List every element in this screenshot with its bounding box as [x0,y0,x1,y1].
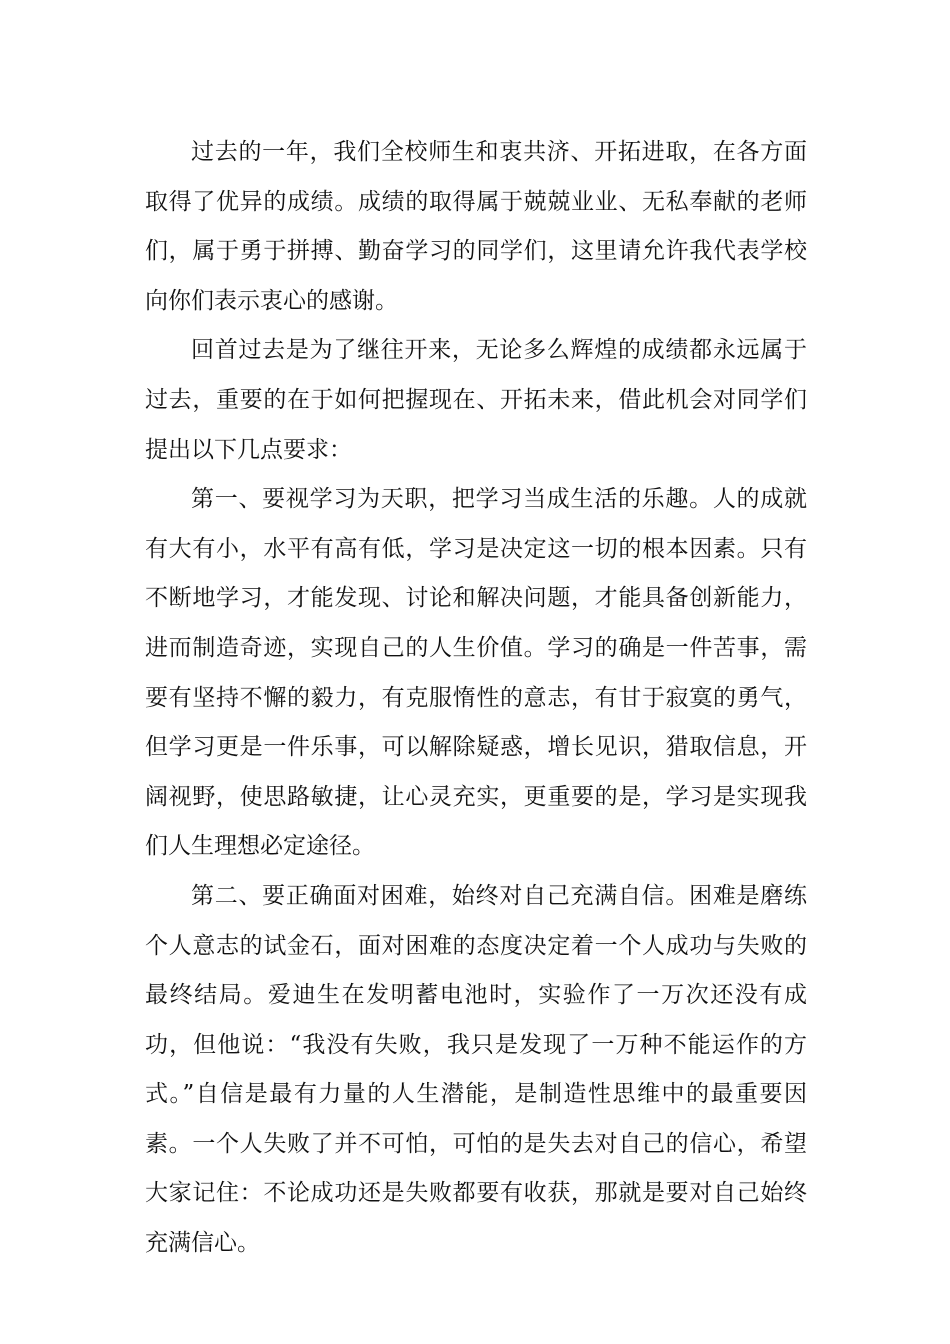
paragraph-first-requirement: 第一、要视学习为天职，把学习当成生活的乐趣。人的成就有大有小，水平有高有低，学习是决定这一切的根本因素。只有不断地学习，才能发现、讨论和解决问题，才能具备创新能力，进而制造奇迹，实现自己的人生价值。学习的确是一件苦事，需要有坚持不懈的毅力，有克服惰性的意志，有甘于寂寞的勇气，但学习更是一件乐事，可以解除疑惑，增长见识，猎取信息，开阔视野，使思路敏捷，让心灵充实，更重要的是，学习是实现我们人生理想必定途径。 [145,486,807,860]
paragraph-intro: 过去的一年，我们全校师生和衷共济、开拓进取，在各方面取得了优异的成绩。成绩的取得属于兢兢业业、无私奉献的老师们，属于勇于拼搏、勤奋学习的同学们，这里请允许我代表学校向你们表示衷心的感谢。 [145,139,807,314]
document-body [145,128,807,1269]
paragraph-looking-back: 回首过去是为了继往开来，无论多么辉煌的成绩都永远属于过去，重要的在于如何把握现在、开拓未来，借此机会对同学们提出以下几点要求： [145,337,807,463]
paragraph-second-requirement: 第二、要正确面对困难，始终对自己充满自信。困难是磨练个人意志的试金石，面对困难的态度决定着一个人成功与失败的最终结局。爱迪生在发明蓄电池时，实验作了一万次还没有成功，但他说：“我没有失败，我只是发现了一万种不能运作的方式。”自信是最有力量的人生潜能，是制造性思维中的最重要因素。一个人失败了并不可怕，可怕的是失去对自己的信心，希望大家记住：不论成功还是失败都要有收获，那就是要对自己始终充满信心。 [145,882,807,1257]
